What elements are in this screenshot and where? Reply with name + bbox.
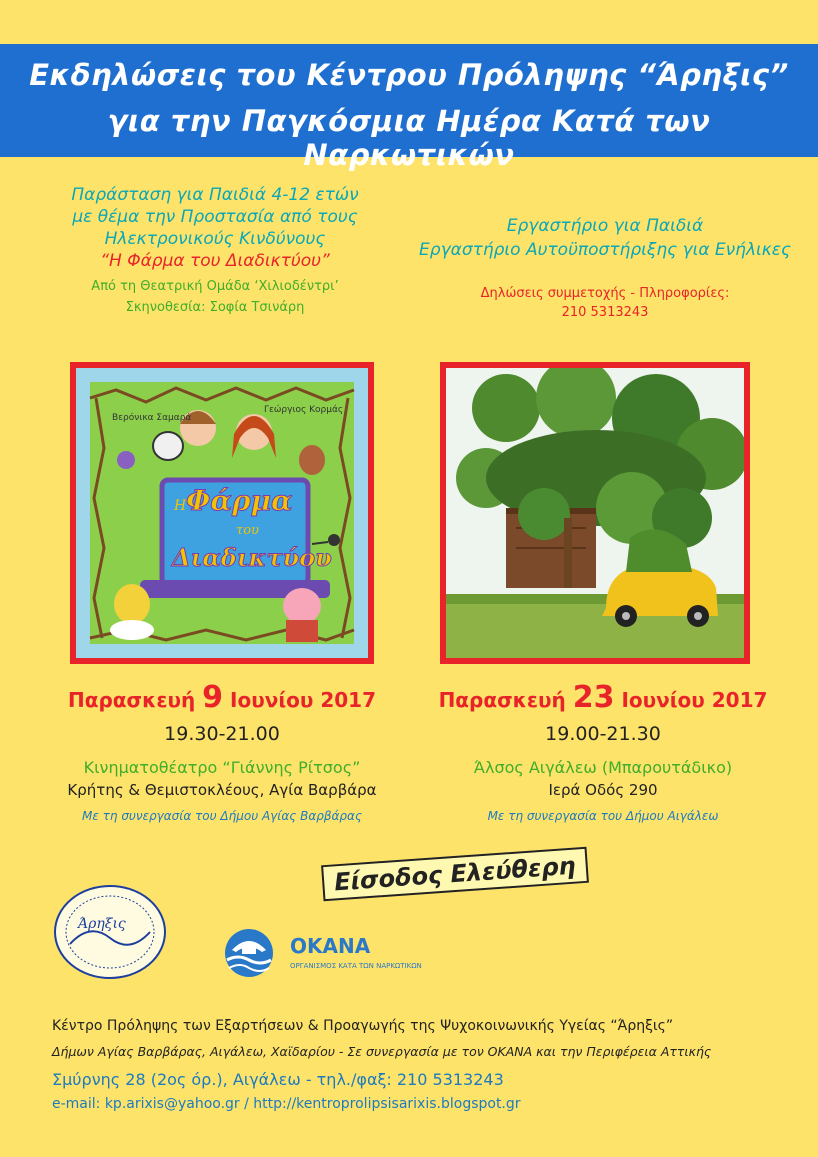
left-event-venue: Κινηματοθέατρο “Γιάννης Ρίτσος” (83, 758, 361, 777)
play-title: “Η Φάρμα του Διαδικτύου” (100, 251, 330, 271)
left-event-date (40, 680, 404, 715)
book-author-1: Βερόνικα Σαμαρά (112, 413, 192, 423)
book-title-1: Η (174, 498, 187, 514)
right-desc-line2: Εργαστήριο Αυτοϋποστήριξης για Ενήλικες (419, 240, 791, 260)
left-date-suffix: Ιουνίου 2017 (230, 688, 376, 712)
right-event-date (420, 680, 786, 715)
park-photo-frame (440, 362, 750, 664)
left-desc-line1: Παράσταση για Παιδιά 4-12 ετών (71, 185, 359, 205)
left-event-time: 19.30-21.00 (164, 723, 280, 745)
right-event-time: 19.00-21.30 (545, 723, 661, 745)
okana-emblem-icon (218, 928, 280, 978)
right-date-suffix: Ιουνίου 2017 (621, 688, 768, 712)
left-event-details (40, 680, 404, 825)
book-title-4: Διαδικτύου (172, 543, 332, 572)
right-date-prefix: Παρασκευή (438, 688, 566, 712)
header-banner (0, 44, 818, 172)
book-cover-frame (70, 362, 374, 664)
info-label: Δηλώσεις συμμετοχής - Πληροφορίες: (480, 286, 730, 301)
arixis-logo-text: Άρηξις (78, 916, 126, 932)
book-cover-illustration (76, 368, 368, 658)
okana-logo (218, 928, 458, 978)
book-title-3: του (236, 523, 259, 538)
left-event-partner: Με τη συνεργασία του Δήμου Αγίας Βαρβάρας (82, 809, 362, 823)
park-photo (446, 368, 744, 658)
right-event-description (410, 214, 800, 322)
right-desc-line1: Εργαστήριο για Παιδιά (506, 216, 704, 236)
left-date-day: 9 (202, 680, 224, 715)
footer-org: Κέντρο Πρόληψης των Εξαρτήσεων & Προαγωγής της Ψυχοκοινωνικής Υγείας “Άρηξις” (52, 1018, 674, 1034)
right-date-day: 23 (572, 680, 615, 715)
footer-contact[interactable]: e-mail: kp.arixis@yahoo.gr / http://kentroprolipsisarixis.blogspot.gr (52, 1096, 521, 1112)
director: Σκηνοθεσία: Σοφία Τσινάρη (125, 300, 305, 315)
left-event-description (40, 184, 390, 318)
header-title-line2: για την Παγκόσμια Ημέρα Κατά των Ναρκωτικών (107, 104, 711, 172)
arixis-logo (50, 882, 170, 982)
troupe: Από τη Θεατρική Ομάδα ‘Χιλιοδέντρι’ (91, 279, 339, 294)
info-phone: 210 5313243 (561, 305, 649, 320)
left-date-prefix: Παρασκευή (68, 688, 196, 712)
footer-address: Σμύρνης 28 (2ος όρ.), Αιγάλεω - τηλ./φαξ: 210 5313243 (52, 1070, 504, 1089)
okana-subtitle: ΟΡΓΑΝΙΣΜΟΣ ΚΑΤΑ ΤΩΝ ΝΑΡΚΩΤΙΚΩΝ (290, 962, 422, 970)
left-desc-line3: Ηλεκτρονικούς Κινδύνους (104, 229, 326, 249)
right-event-partner: Με τη συνεργασία του Δήμου Αιγάλεω (487, 809, 719, 823)
footer-municipalities: Δήμων Αγίας Βαρβάρας, Αιγάλεω, Χαϊδαρίου - Σε συνεργασία με τον ΟΚΑΝΑ και την Περιφέρεια Αττικής (52, 1044, 712, 1059)
right-event-address: Ιερά Οδός 290 (548, 781, 658, 799)
right-event-details (420, 680, 786, 825)
okana-name: ΟΚΑΝΑ (290, 934, 371, 958)
left-event-address: Κρήτης & Θεμιστοκλέους, Αγία Βαρβάρα (67, 781, 377, 799)
left-desc-line2: με θέμα την Προστασία από τους (72, 207, 358, 227)
right-event-venue: Άλσος Αιγάλεω (Μπαρουτάδικο) (473, 758, 733, 777)
free-entry-badge: Είσοδος Ελεύθερη (321, 847, 589, 901)
book-title-2: Φάρμα (186, 484, 293, 517)
book-author-2: Γεώργιος Κορμάς (264, 405, 344, 415)
header-title-line1: Εκδηλώσεις του Κέντρου Πρόληψης “Άρηξις” (29, 58, 789, 92)
